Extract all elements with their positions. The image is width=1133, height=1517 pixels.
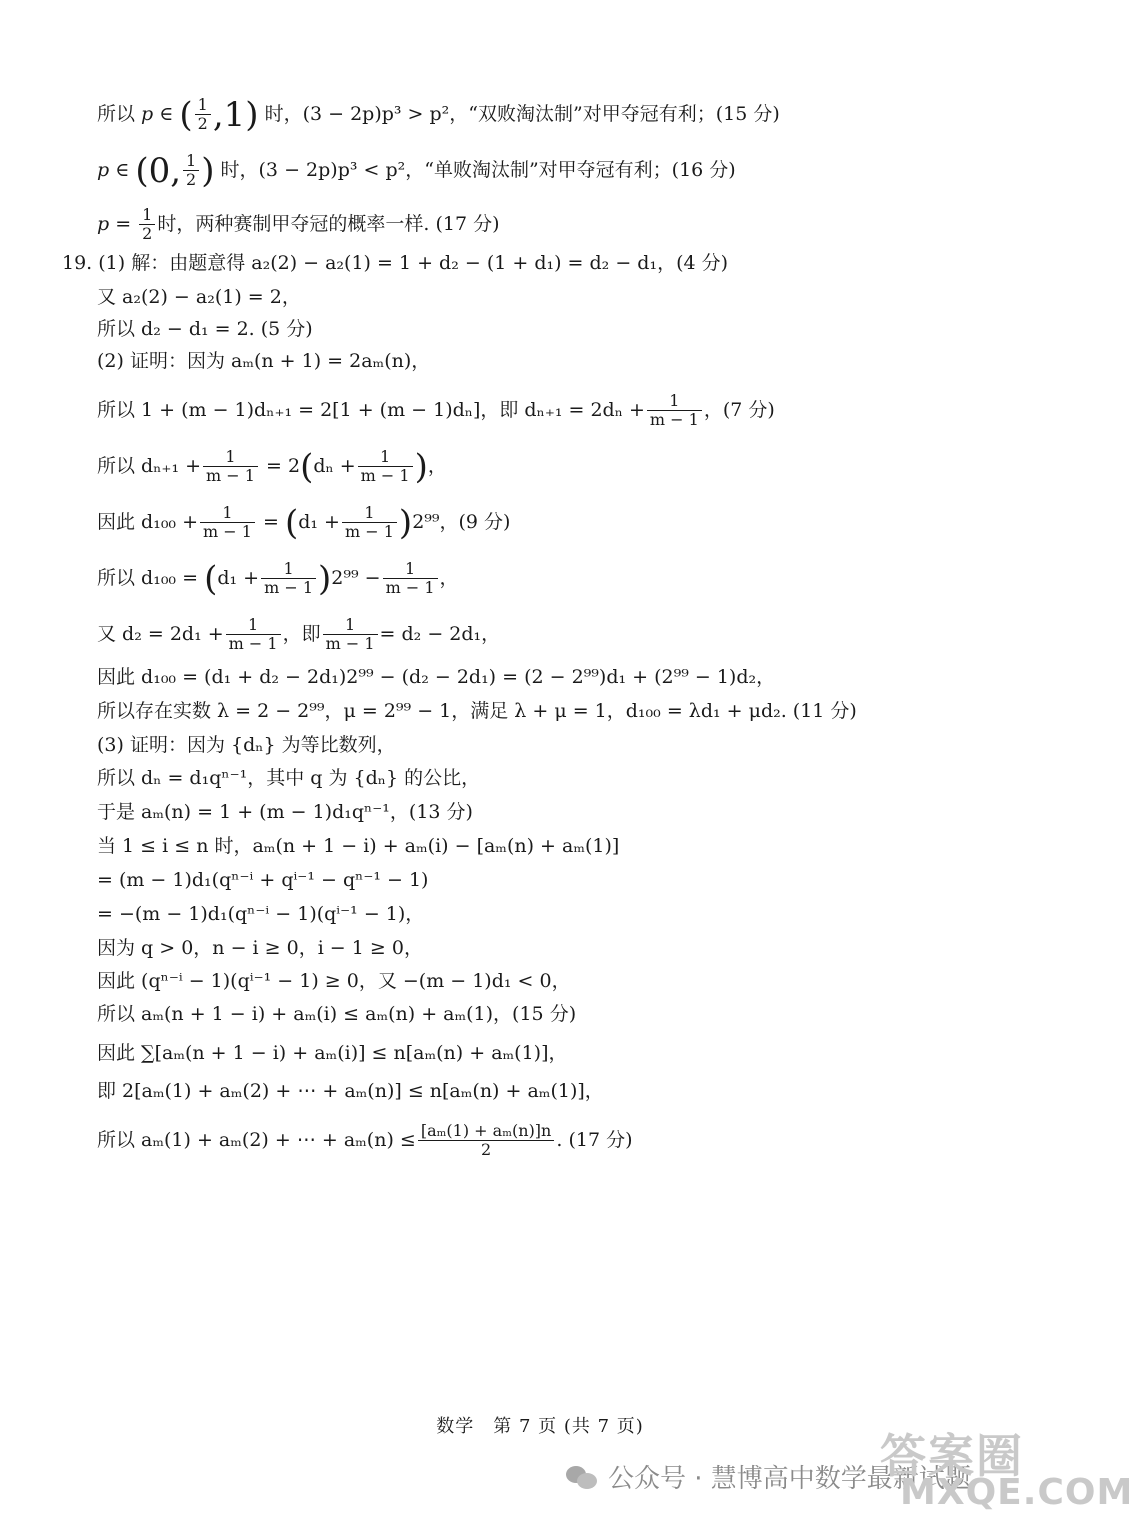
text-line: = −(m − 1)d₁(qⁿ⁻ⁱ − 1)(qⁱ⁻¹ − 1)， — [97, 903, 425, 925]
text-line: 所以 1 + (m − 1)dₙ₊₁ = 2[1 + (m − 1)dₙ]，即 dₙ₊₁ = 2dₙ + $\frac{1}{m - 1}$ ，(7 分) — [97, 391, 775, 430]
text-line: 所以 dₙ = d₁qⁿ⁻¹，其中 q 为 {dₙ} 的公比， — [97, 767, 481, 789]
fraction: $\frac{1}{m - 1}$ — [226, 616, 281, 654]
text-line: (3) 证明：因为 {dₙ} 为等比数列， — [97, 734, 396, 756]
watermark — [880, 1420, 1133, 1513]
text-line: 所以存在实数 λ = 2 − 2⁹⁹，μ = 2⁹⁹ − 1，满足 λ + μ = 1，d₁₀₀ = λd₁ + μd₂. (11 分) — [97, 700, 857, 722]
fraction: $\frac{1}{m - 1}$ — [261, 560, 316, 598]
text-line: 所以 p ∈ ( $\frac{1}{2}$ ,1) 时，(3 − 2p)p³ > p²，“双败淘汰制”对甲夺冠有利；(15 分) — [97, 94, 780, 135]
text-line: = (m − 1)d₁(qⁿ⁻ⁱ + qⁱ⁻¹ − qⁿ⁻¹ − 1) — [97, 869, 429, 891]
fraction: $\frac{1}{m - 1}$ — [323, 616, 378, 654]
fraction: $\frac{1}{m - 1}$ — [200, 504, 255, 542]
text-line: 因此 d₁₀₀ = (d₁ + d₂ − 2d₁)2⁹⁹ − (d₂ − 2d₁) = (2 − 2⁹⁹)d₁ + (2⁹⁹ − 1)d₂， — [97, 666, 776, 688]
fraction: $\frac{1}{m - 1}$ — [647, 392, 702, 430]
text-line: (2) 证明：因为 aₘ(n + 1) = 2aₘ(n)， — [97, 350, 431, 372]
text-line: p ∈ (0, $\frac{1}{2}$ ) 时，(3 − 2p)p³ < p²，“单败淘汰制”对甲夺冠有利；(16 分) — [97, 150, 736, 191]
text-line: 于是 aₘ(n) = 1 + (m − 1)d₁qⁿ⁻¹，(13 分) — [97, 801, 473, 823]
text-line: 又 d₂ = 2d₁ + $\frac{1}{m - 1}$ ，即 $\frac{1}{m - 1}$ = d₂ − 2d₁， — [97, 615, 501, 654]
text-line: 所以 aₘ(1) + aₘ(2) + ⋯ + aₘ(n) ≤ $\frac{\text{[aₘ(1) + aₘ(n)]n}}{2}$ . (17 分) — [97, 1121, 633, 1160]
text-line: 因此 (qⁿ⁻ⁱ − 1)(qⁱ⁻¹ − 1) ≥ 0，又 −(m − 1)d₁ < 0， — [97, 970, 571, 992]
text-line: p = $\frac{1}{2}$ 时，两种赛制甲夺冠的概率一样. (17 分) — [97, 205, 500, 244]
text-line: 所以 dₙ₊₁ + $\frac{1}{m - 1}$ = 2(dₙ + $\frac{1}{m - 1}$ )， — [97, 446, 447, 487]
text-line: 因此 d₁₀₀ + $\frac{1}{m - 1}$ = (d₁ + $\frac{1}{m - 1}$ )2⁹⁹，(9 分) — [97, 502, 511, 543]
fraction: $\frac{1}{m - 1}$ — [358, 448, 413, 486]
text-line: 当 1 ≤ i ≤ n 时，aₘ(n + 1 − i) + aₘ(i) − [aₘ(n) + aₘ(1)] — [97, 835, 620, 857]
fraction: $\frac{1}{2}$ — [183, 152, 199, 190]
fraction: $\frac{1}{m - 1}$ — [383, 560, 438, 598]
wechat-account-name: 公众号 · 慧博高中数学最新试题 — [608, 1464, 971, 1494]
fraction: $\frac{1}{m - 1}$ — [342, 504, 397, 542]
text-line: 因此 ∑[aₘ(n + 1 − i) + aₘ(i)] ≤ n[aₘ(n) + aₘ(1)]， — [97, 1042, 568, 1064]
wechat-icon — [566, 1464, 598, 1490]
fraction: $\frac{\text{[aₘ(1) + aₘ(n)]n}}{2}$ — [418, 1122, 555, 1160]
text-line: 所以 d₂ − d₁ = 2. (5 分) — [97, 318, 313, 340]
fraction: $\frac{1}{2}$ — [195, 96, 211, 134]
text-line: 所以 aₘ(n + 1 − i) + aₘ(i) ≤ aₘ(n) + aₘ(1)，(15 分) — [97, 1003, 577, 1025]
fraction: $\frac{1}{m - 1}$ — [203, 448, 258, 486]
page-footer: 数学 第 7 页 (共 7 页) — [436, 1416, 644, 1437]
watermark-site: MXQE.COM — [900, 1472, 1133, 1513]
text-line: 又 a₂(2) − a₂(1) = 2， — [97, 286, 301, 308]
text-line: 即 2[aₘ(1) + aₘ(2) + ⋯ + aₘ(n)] ≤ n[aₘ(n) + aₘ(1)]， — [97, 1080, 604, 1102]
question-19-header: 19. (1) 解：由题意得 a₂(2) − a₂(1) = 1 + d₂ − (1 + d₁) = d₂ − d₁，(4 分) — [62, 252, 729, 274]
fraction: $\frac{1}{2}$ — [139, 206, 155, 244]
watermark-logo: 答案圈 — [880, 1429, 1024, 1483]
text-line: 因为 q > 0，n − i ≥ 0，i − 1 ≥ 0， — [97, 937, 423, 959]
text-line: 所以 d₁₀₀ = (d₁ + $\frac{1}{m - 1}$ )2⁹⁹ − $\frac{1}{m - 1}$ ， — [97, 558, 459, 599]
